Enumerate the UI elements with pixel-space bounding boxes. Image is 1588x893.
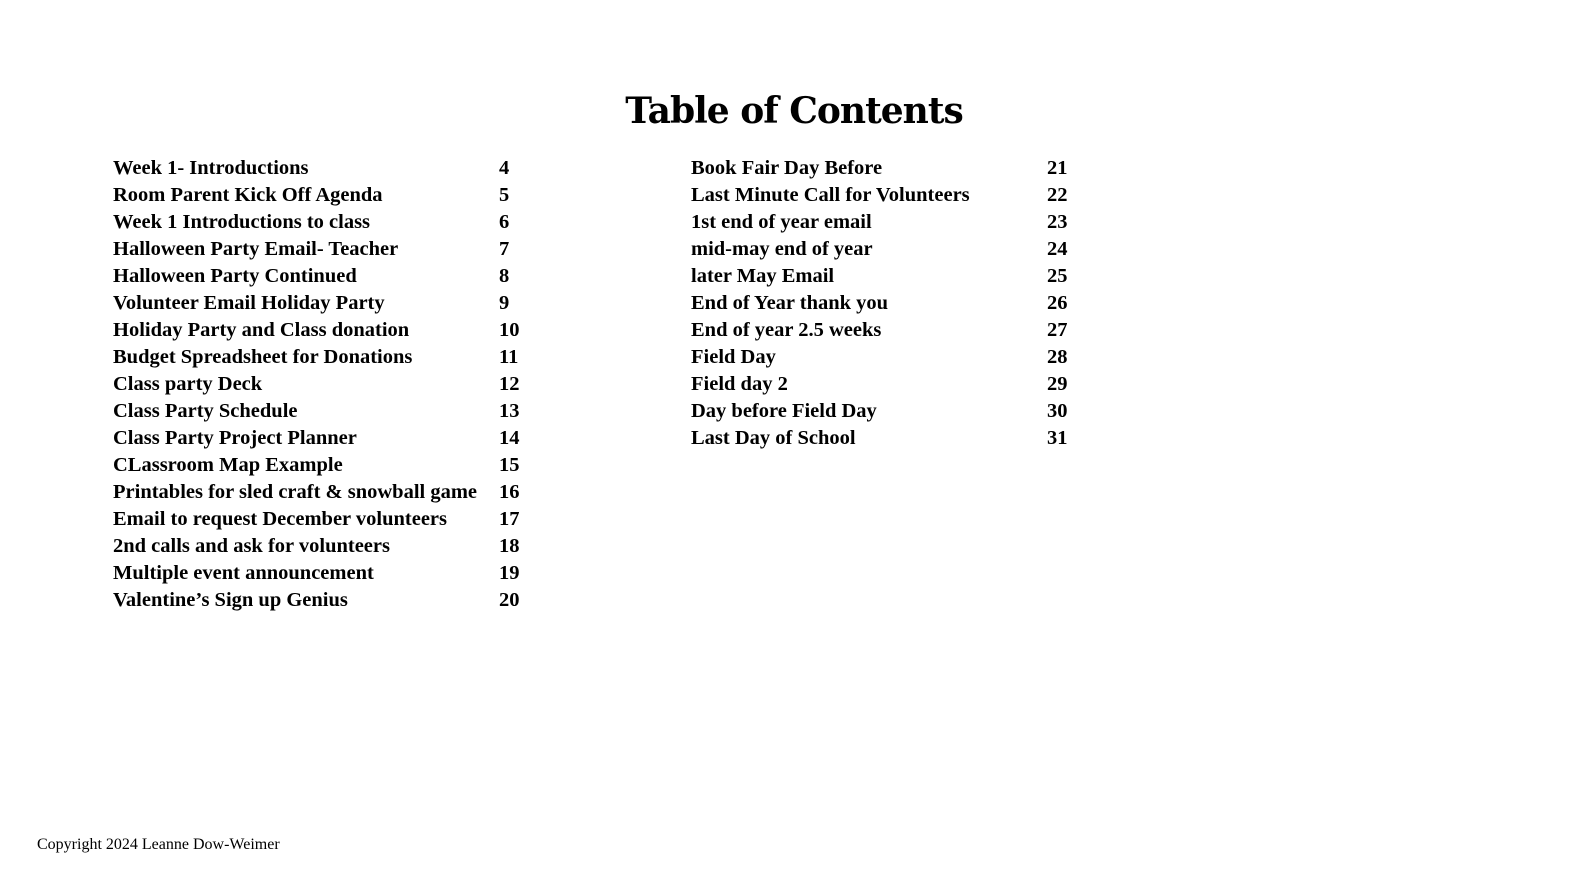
toc-entry-label: Budget Spreadsheet for Donations (113, 346, 413, 368)
toc-entry-page: 22 (1047, 184, 1068, 206)
toc-entry-page: 31 (1047, 427, 1068, 449)
toc-entry-label: Multiple event announcement (113, 562, 374, 584)
toc-entry (691, 263, 1068, 290)
toc-entry (691, 182, 1068, 209)
toc-entry-label: Book Fair Day Before (691, 157, 883, 179)
toc-entry (113, 371, 520, 398)
toc-entry (691, 344, 1068, 371)
toc-entry-label: 2nd calls and ask for volunteers (113, 535, 390, 557)
toc-entry-label: Room Parent Kick Off Agenda (113, 184, 383, 206)
toc-entry-label: later May Email (691, 265, 835, 287)
toc-entry-page: 29 (1047, 373, 1068, 395)
toc-left-column (113, 155, 520, 614)
toc-entry-label: Email to request December volunteers (113, 508, 448, 530)
toc-entry-label: 1st end of year email (691, 211, 872, 233)
toc-entry-page: 26 (1047, 292, 1068, 314)
toc-entry-page: 21 (1047, 157, 1068, 179)
toc-entry-label: CLassroom Map Example (113, 454, 343, 476)
toc-entry-label: Printables for sled craft & snowball game (113, 481, 478, 503)
toc-right-column (691, 155, 1068, 452)
toc-entry-page: 15 (499, 454, 520, 476)
toc-entry-label: Class Party Project Planner (113, 427, 357, 449)
toc-entry-page: 23 (1047, 211, 1068, 233)
toc-entry-label: Halloween Party Email- Teacher (113, 238, 399, 260)
toc-entry (113, 479, 520, 506)
toc-entry-page: 12 (499, 373, 520, 395)
toc-entry-page: 13 (499, 400, 520, 422)
toc-entry (113, 587, 520, 614)
toc-entry (113, 236, 520, 263)
toc-entry-label: Class Party Schedule (113, 400, 298, 422)
toc-entry-page: 20 (499, 589, 520, 611)
toc-entry-page: 5 (499, 184, 510, 206)
toc-entry (113, 506, 520, 533)
toc-entry (113, 263, 520, 290)
toc-entry-label: Field Day (691, 346, 776, 368)
toc-entry (113, 290, 520, 317)
toc-entry (113, 209, 520, 236)
toc-entry-label: Week 1- Introductions (113, 157, 309, 179)
toc-entry-page: 27 (1047, 319, 1068, 341)
toc-entry-page: 18 (499, 535, 520, 557)
toc-entry (691, 317, 1068, 344)
toc-entry-page: 7 (499, 238, 510, 260)
toc-entry-label: Week 1 Introductions to class (113, 211, 371, 233)
toc-entry (113, 560, 520, 587)
toc-entry (113, 425, 520, 452)
toc-entry-label: Valentine’s Sign up Genius (113, 589, 348, 611)
toc-entry (691, 236, 1068, 263)
toc-entry (113, 398, 520, 425)
toc-entry-label: Class party Deck (113, 373, 263, 395)
toc-entry-page: 14 (499, 427, 520, 449)
toc-entry (691, 290, 1068, 317)
toc-entry-page: 30 (1047, 400, 1068, 422)
toc-entry-page: 8 (499, 265, 510, 287)
toc-entry-label: Last Day of School (691, 427, 856, 449)
toc-entry-page: 6 (499, 211, 510, 233)
toc-entry (113, 533, 520, 560)
toc-entry (691, 425, 1068, 452)
toc-entry-page: 19 (499, 562, 520, 584)
toc-entry-label: End of Year thank you (691, 292, 889, 314)
toc-entry-label: Volunteer Email Holiday Party (113, 292, 385, 314)
toc-entry (691, 155, 1068, 182)
toc-entry-label: mid-may end of year (691, 238, 873, 260)
copyright-notice: Copyright 2024 Leanne Dow-Weimer (37, 836, 280, 853)
toc-entry (113, 452, 520, 479)
toc-entry-label: End of year 2.5 weeks (691, 319, 882, 341)
toc-entry-label: Last Minute Call for Volunteers (691, 184, 970, 206)
toc-entry-page: 11 (499, 346, 519, 368)
toc-entry (691, 209, 1068, 236)
toc-entry (691, 371, 1068, 398)
toc-entry-label: Halloween Party Continued (113, 265, 357, 287)
toc-entry (113, 344, 520, 371)
toc-entry-label: Day before Field Day (691, 400, 877, 422)
toc-entry (113, 182, 520, 209)
toc-entry (113, 317, 520, 344)
toc-entry-page: 9 (499, 292, 510, 314)
toc-entry-page: 16 (499, 481, 520, 503)
toc-entry-page: 4 (499, 157, 510, 179)
toc-entry-page: 24 (1047, 238, 1068, 260)
toc-entry (113, 155, 520, 182)
toc-entry (691, 398, 1068, 425)
toc-entry-label: Field day 2 (691, 373, 788, 395)
toc-entry-page: 10 (499, 319, 520, 341)
toc-entry-page: 17 (499, 508, 520, 530)
toc-entry-page: 28 (1047, 346, 1068, 368)
page-title: Table of Contents (625, 90, 963, 132)
toc-entry-page: 25 (1047, 265, 1068, 287)
toc-entry-label: Holiday Party and Class donation (113, 319, 410, 341)
